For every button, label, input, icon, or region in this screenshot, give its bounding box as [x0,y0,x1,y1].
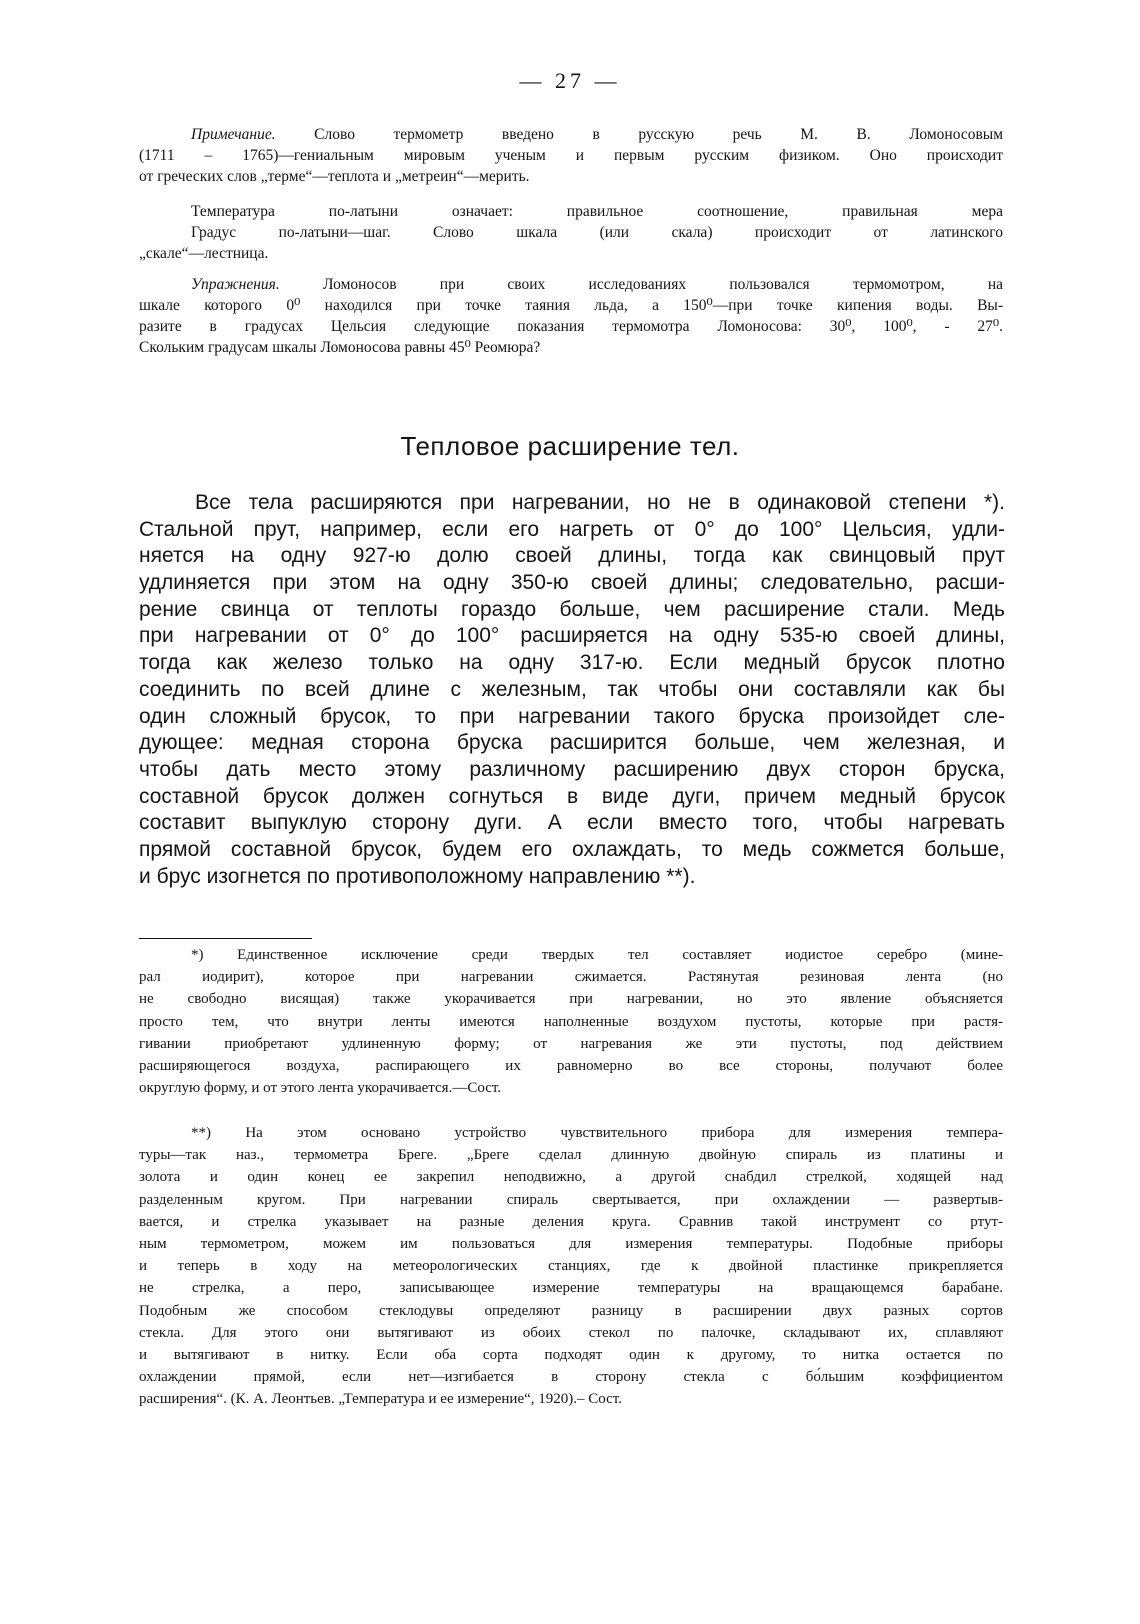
main-line: няется на одну 927-ю долю своей длины, тогда как свинцовый прут [139,544,1005,568]
footnote-line: стекла. Для этого они вытягивают из обоих стекол по палочке, складывают их, сплавляют [139,1324,1003,1341]
footnote-line: гивании приобретают удлиненную форму; от нагревания же эти пустоты, под действием [139,1035,1003,1052]
footnote-line: ным термометром, можем им пользоваться для измерения температуры. Подобные приборы [139,1235,1003,1252]
exercise-block [139,274,1003,358]
footnote-line: *) Единственное исключение среди твердых тел составляет иодистое серебро (мине- [191,947,1003,963]
footnote-line: расширяющегося воздуха, распирающего их равномерно во все стороны, получают более [139,1057,1003,1074]
footnote-line: золота и один конец ее закрепил неподвижно, а другой снабдил стрелкой, ходящей над [139,1169,1003,1186]
exercise-label: Упражнения. [191,276,280,293]
note-line: от греческих слов „терме“—теплота и „метреин“—мерить. [139,168,530,185]
note-line: Градус по-латыни—шаг. Слово шкала (или скала) происходит от латинского [191,224,1003,241]
main-line: Стальной прут, например, если его нагреть от 0° до 100° Цельсия, удли- [139,517,1005,541]
exercise-line: Скольким градусам шкалы Ломоносова равны 45⁰ Реомюра? [139,339,541,356]
exercise-line: шкале которого 0⁰ находился при точке таяния льда, а 150⁰—при точке кипения воды. Вы- [139,297,1003,314]
note-block [139,124,1003,187]
footnote-line: не свободно висящая) также укорачивается при нагревании, но это явление объясняется [139,991,1003,1008]
footnote-line: и теперь в ходу на метеорологических станциях, где к двойной пластинке прикрепляется [139,1258,1003,1275]
main-line: тогда как железо только на одну 317-ю. Если медный брусок плотно [139,651,1005,675]
main-line: дующее: медная сторона бруска расширится больше, чем железная, и [139,731,1005,755]
footnote-line: рал иодирит), которое при нагревании сжимается. Растянутая резиновая лента (но [139,969,1003,986]
main-line: чтобы дать место этому различному расширению двух сторон бруска, [139,757,1005,781]
main-line: прямой составной брусок, будем его охлаждать, то медь сожмется больше, [139,837,1005,861]
note-line: „скале“—лестница. [139,245,269,262]
note-line: (1711 – 1765)—гениальным мировым ученым и первым русским физиком. Оно происходит [139,147,1003,164]
footnote-line: разделенным кругом. При нагревании спираль свертывается, при охлаждении — развертыв- [139,1191,1003,1208]
main-line: при нагревании от 0° до 100° расширяется на одну 535-ю своей длины, [139,624,1005,648]
footnote-line: Подобным же способом стеклодувы определяют разницу в расширении двух разных сортов [139,1302,1003,1319]
exercise-line: разите в градусах Цельсия следующие показания термомотра Ломоносова: 30⁰, 100⁰, - 27⁰. [139,318,1003,335]
exercise-line: Упражнения. Ломоносов при своих исследованиях пользовался термомотром, на [191,276,1003,293]
main-paragraph [139,490,1005,890]
footnote-line: округлую форму, и от этого лента укорачивается.—Сост. [139,1080,502,1097]
page-number: — 27 — [519,68,621,93]
main-line: соединить по всей длине с железным, так чтобы они составляли как бы [139,677,1005,701]
footnote-2 [139,1122,1003,1410]
main-line: рение свинца от теплоты гораздо больше, чем расширение стали. Медь [139,597,1005,621]
footnote-line: и вытягивают в нитку. Если оба сорта подходят один к другому, то нитка остается по [139,1346,1003,1363]
footnote-divider [139,938,312,939]
footnote-line: вается, и стрелка указывает на разные деления круга. Сравнив такой инструмент со ртут- [139,1213,1003,1230]
footnote-line: расширения“. (К. А. Леонтьев. „Температура и ее измерение“, 1920).– Сост. [139,1391,622,1408]
footnote-1 [139,944,1003,1099]
main-line: и брус изогнется по противоположному направлению **). [139,864,696,888]
footnote-line: просто тем, что внутри ленты имеются наполненные воздухом пустоты, которые при растя- [139,1013,1003,1030]
footnote-line: туры—так наз., термометра Бреге. „Бреге сделал длинную двойную спираль из платины и [139,1147,1003,1164]
note-label: Примечание. [191,126,276,143]
main-line: один сложный брусок, то при нагревании такого бруска произойдет сле- [139,704,1005,728]
note-block-2 [139,201,1003,264]
note-line: Примечание. Слово термометр введено в русскую речь М. В. Ломоносовым [191,126,1003,143]
footnote-line: охлаждении прямой, если нет—изгибается в сторону стекла с бо́льшим коэффициентом [139,1369,1003,1386]
note-line: Температура по-латыни означает: правильное соотношение, правильная мера [191,203,1003,220]
section-title: Тепловое расширение тел. [400,431,740,461]
main-line: составит выпуклую сторону дуги. А если вместо того, чтобы нагревать [139,811,1005,835]
footnote-line: не стрелка, а перо, записывающее измерение температуры на вращающемся барабане. [139,1280,1003,1297]
main-line: составной брусок должен согнуться в виде дуги, причем медный брусок [139,784,1005,808]
footnote-line: **) На этом основано устройство чувствительного прибора для измерения темпера- [191,1125,1003,1141]
main-line: удлиняется при этом на одну 350-ю своей длины; следовательно, расши- [139,571,1005,595]
main-line: Все тела расширяются при нагревании, но не в одинаковой степени *). [195,491,1005,514]
